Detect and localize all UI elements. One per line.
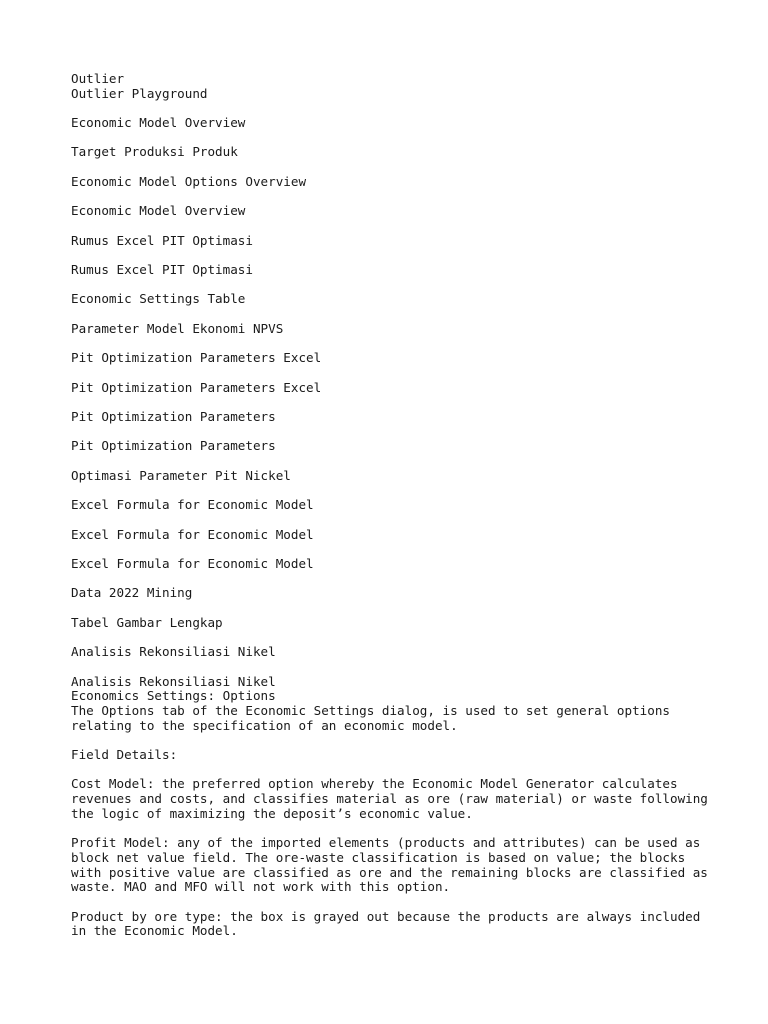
history-item[interactable]: Economic Model Overview — [71, 203, 246, 219]
history-item[interactable]: Economic Model Options Overview — [71, 173, 307, 189]
history-item[interactable]: Excel Formula for Economic Model — [71, 497, 314, 513]
field-details-heading: Field Details: — [71, 747, 178, 763]
history-item[interactable]: Pit Optimization Parameters Excel — [71, 350, 322, 366]
history-item[interactable]: Parameter Model Ekonomi NPVS — [71, 320, 284, 336]
history-item[interactable]: Analisis Rekonsiliasi Nikel — [71, 644, 276, 660]
history-item[interactable]: Pit Optimization Parameters — [71, 409, 276, 424]
document-page — [71, 72, 721, 939]
history-item[interactable]: Target Produksi Produk — [71, 144, 238, 160]
history-list — [71, 116, 721, 689]
intro-paragraph: The Options tab of the Economic Settings dialog, is used to set general options relating to the specification of an economic model. — [71, 702, 670, 733]
history-item[interactable]: Pit Optimization Parameters Excel — [71, 379, 322, 395]
history-item[interactable]: Economic Model Overview — [71, 115, 246, 131]
history-item[interactable]: Economic Settings Table — [71, 291, 246, 307]
playground-link[interactable]: Outlier Playground — [71, 85, 208, 101]
history-item[interactable]: Rumus Excel PIT Optimasi — [71, 232, 253, 248]
product-by-ore-type-paragraph: Product by ore type: the box is grayed out because the products are always included in the Economic Model. — [71, 908, 701, 939]
history-item[interactable]: Analisis Rekonsiliasi Nikel — [71, 673, 276, 689]
profit-model-paragraph: Profit Model: any of the imported elements (products and attributes) can be used as block net value field. The ore-waste classification is based on value; the blocks with positive value are classified as ore and the remaining blocks are classified as waste. MAO and MFO will not work with this option. — [71, 835, 708, 895]
site-name[interactable]: Outlier — [71, 71, 125, 86]
cost-model-paragraph: Cost Model: the preferred option whereby the Economic Model Generator calculates revenues and costs, and classifies material as ore (raw material) or waste following the logic of maximizing the deposit’s economic value. — [71, 776, 708, 821]
section-title: Economics Settings: Options — [71, 688, 276, 704]
article-content — [71, 689, 721, 939]
history-item[interactable]: Data 2022 Mining — [71, 585, 193, 601]
history-item[interactable]: Excel Formula for Economic Model — [71, 555, 314, 571]
history-item[interactable]: Rumus Excel PIT Optimasi — [71, 262, 253, 278]
history-item[interactable]: Excel Formula for Economic Model — [71, 526, 314, 542]
history-item[interactable]: Pit Optimization Parameters — [71, 438, 276, 454]
history-item[interactable]: Tabel Gambar Lengkap — [71, 614, 223, 630]
history-item[interactable]: Optimasi Parameter Pit Nickel — [71, 467, 291, 483]
